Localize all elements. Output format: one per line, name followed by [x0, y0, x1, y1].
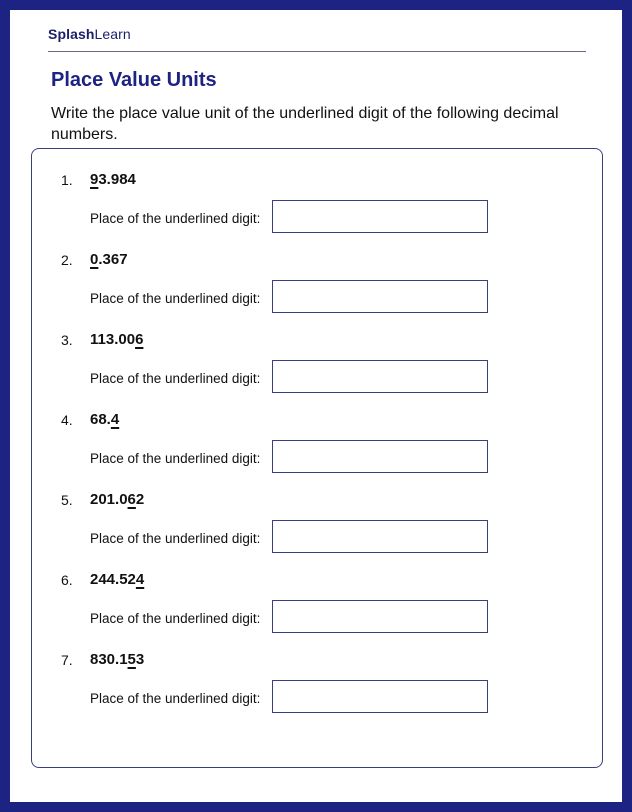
questions-panel: [31, 148, 603, 768]
answer-label: Place of the underlined digit:: [90, 531, 261, 546]
value-after: 2: [135, 491, 145, 508]
question-number: 2.: [61, 252, 73, 268]
brand-logo: [48, 26, 131, 42]
answer-label: Place of the underlined digit:: [90, 371, 261, 386]
value-after: 3.984: [98, 171, 136, 188]
value-before: 830.1: [90, 651, 128, 668]
question-number: 3.: [61, 332, 73, 348]
question-number: 5.: [61, 492, 73, 508]
header-divider: [48, 51, 586, 52]
question-item: [32, 229, 602, 309]
question-value: [90, 571, 144, 588]
question-number: 7.: [61, 652, 73, 668]
brand-name-light: Learn: [94, 26, 131, 42]
answer-label: Place of the underlined digit:: [90, 451, 261, 466]
value-before: 244.52: [90, 571, 136, 588]
question-item: [32, 389, 602, 469]
value-after: .367: [98, 251, 128, 268]
question-item: [32, 549, 602, 629]
question-item: [32, 309, 602, 389]
question-value: [90, 251, 128, 268]
underlined-digit: 5: [127, 651, 136, 668]
underlined-digit: 9: [90, 171, 99, 188]
question-value: [90, 651, 144, 668]
question-item: [32, 149, 602, 229]
value-before: 113.00: [90, 331, 136, 348]
underlined-digit: 6: [135, 331, 144, 348]
question-number: 4.: [61, 412, 73, 428]
underlined-digit: 4: [110, 411, 120, 428]
question-value: [90, 331, 143, 348]
answer-label: Place of the underlined digit:: [90, 691, 261, 706]
page-title: Place Value Units: [51, 69, 217, 91]
answer-label: Place of the underlined digit:: [90, 211, 261, 226]
underlined-digit: 0: [90, 251, 99, 268]
underlined-digit: 4: [135, 571, 145, 588]
value-before: 68.: [90, 411, 111, 428]
answer-input[interactable]: [272, 680, 488, 713]
question-value: [90, 171, 136, 188]
question-item: [32, 629, 602, 709]
instructions: Write the place value unit of the underlined digit of the following decimal numbers.: [51, 105, 559, 143]
question-value: [90, 411, 119, 428]
question-number: 1.: [61, 172, 73, 188]
question-value: [90, 491, 144, 508]
answer-label: Place of the underlined digit:: [90, 291, 261, 306]
question-number: 6.: [61, 572, 73, 588]
underlined-digit: 6: [127, 491, 136, 508]
value-after: 3: [135, 651, 145, 668]
answer-label: Place of the underlined digit:: [90, 611, 261, 626]
brand-name-bold: Splash: [48, 26, 95, 42]
value-before: 201.0: [90, 491, 128, 508]
question-item: [32, 469, 602, 549]
